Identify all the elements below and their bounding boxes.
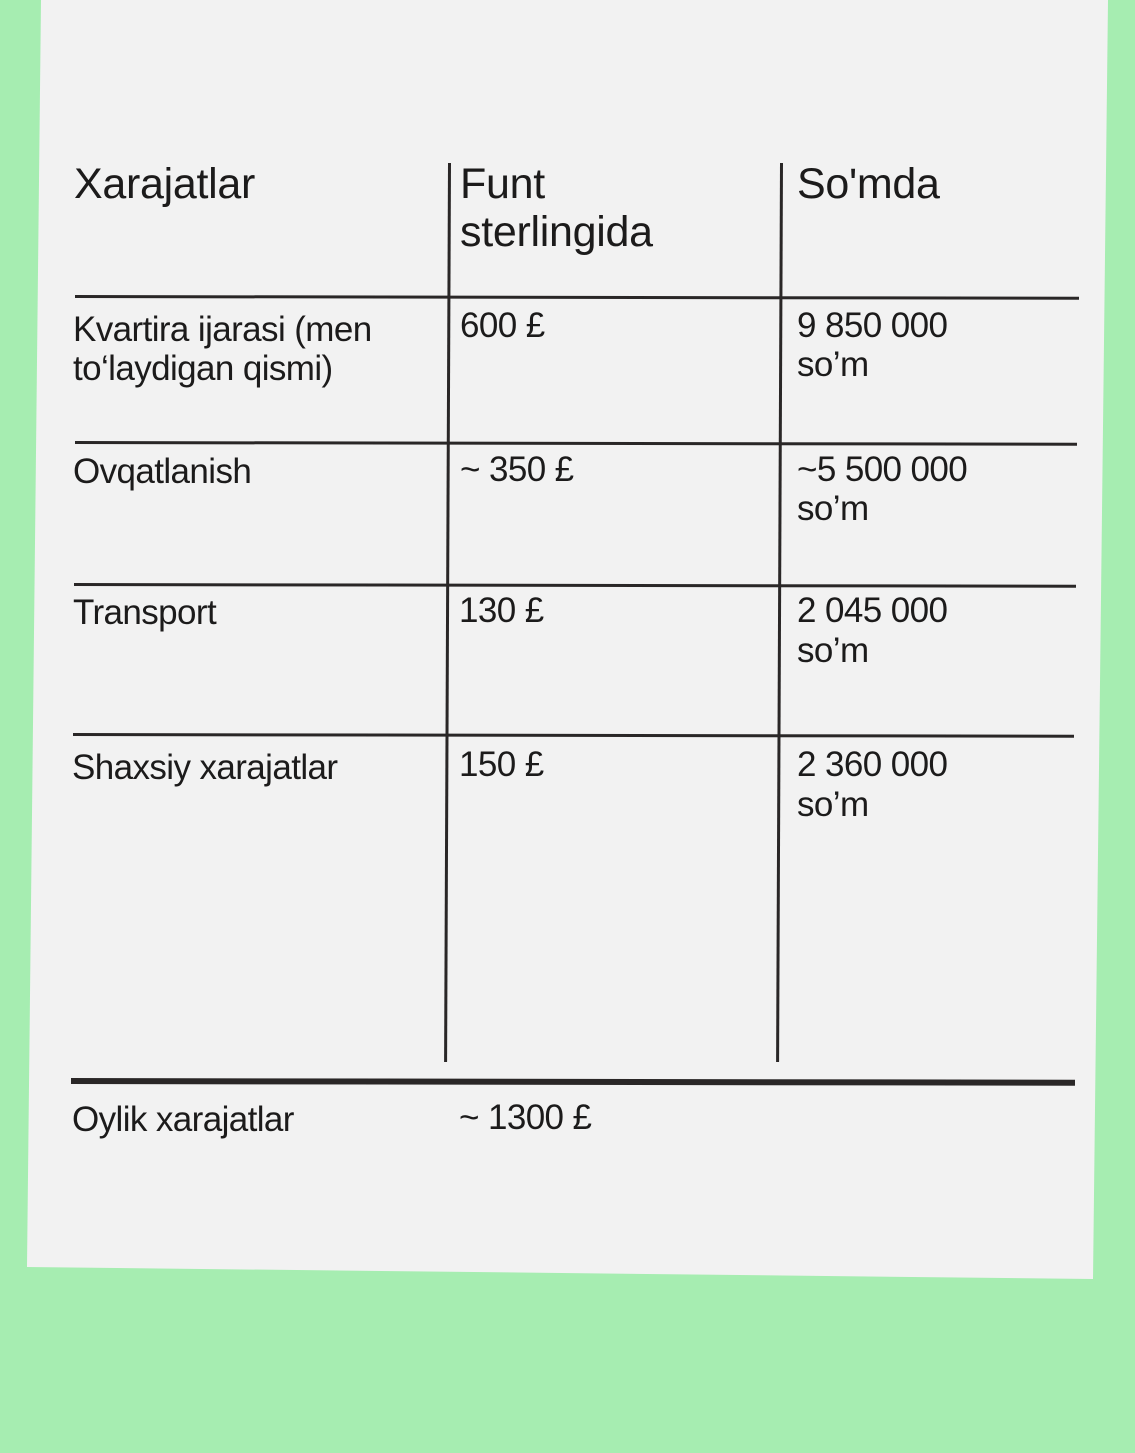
row-label-line1: Shaxsiy xarajatlar bbox=[72, 748, 338, 787]
row-gbp-value: 130 £ bbox=[459, 591, 544, 630]
row-gbp-value: ~ 350 £ bbox=[460, 450, 574, 489]
row-label-line1: Ovqatlanish bbox=[73, 452, 252, 491]
row-label-line2: to‘laydigan qismi) bbox=[73, 349, 333, 388]
row-uzs-value: 2 045 000 bbox=[797, 591, 948, 630]
header-expenses: Xarajatlar bbox=[74, 160, 256, 208]
row-label-line1: Kvartira ijarasi (men bbox=[73, 310, 372, 349]
header-gbp-line1: Funt bbox=[460, 160, 545, 208]
row-gbp-value: 600 £ bbox=[460, 306, 545, 345]
header-gbp-line2: sterlingida bbox=[460, 208, 653, 256]
header-uzs: So'mda bbox=[797, 160, 940, 208]
row-uzs-unit: so’m bbox=[797, 489, 869, 528]
row-uzs-unit: so’m bbox=[797, 631, 869, 670]
total-gbp-value: ~ 1300 £ bbox=[459, 1098, 592, 1137]
total-label: Oylik xarajatlar bbox=[72, 1100, 294, 1139]
row-label-line1: Transport bbox=[73, 593, 217, 632]
row-uzs-unit: so’m bbox=[797, 345, 869, 384]
row-uzs-value: 9 850 000 bbox=[797, 306, 948, 345]
row-gbp-value: 150 £ bbox=[459, 745, 544, 784]
row-uzs-unit: so’m bbox=[797, 785, 869, 824]
row-uzs-value: 2 360 000 bbox=[797, 745, 948, 784]
row-uzs-value: ~5 500 000 bbox=[797, 450, 968, 489]
